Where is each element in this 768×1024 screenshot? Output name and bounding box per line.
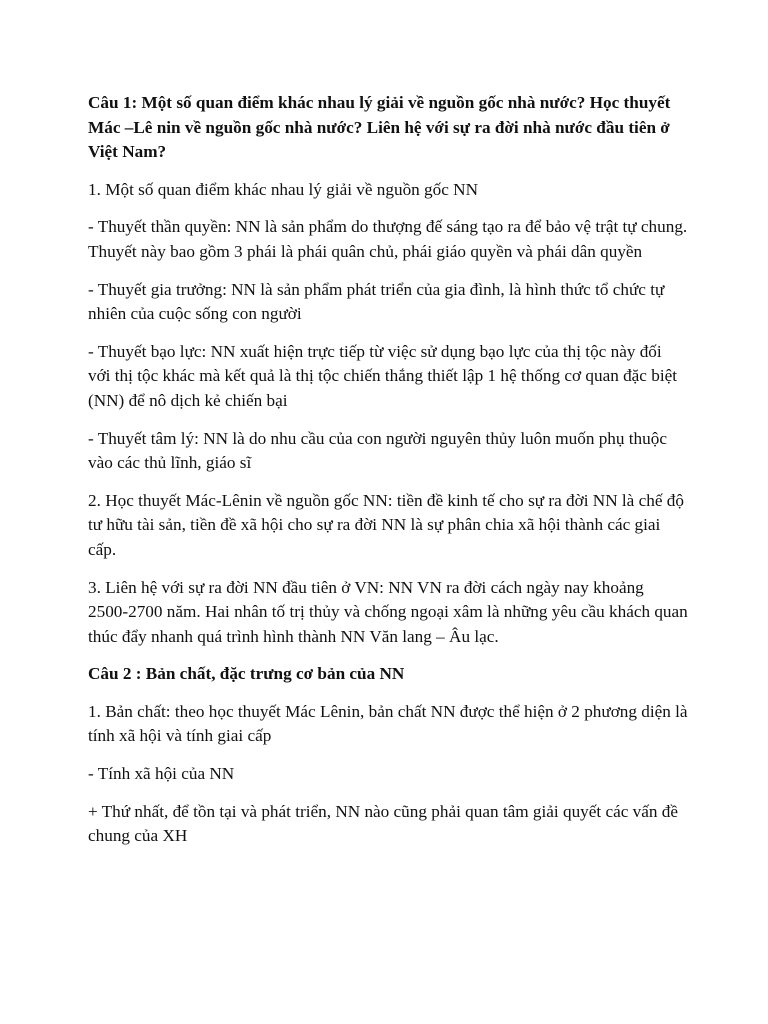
paragraph-psychology-theory: - Thuyết tâm lý: NN là do nhu cầu của con người nguyên thủy luôn muốn phụ thuộc vào các thủ lĩnh, giáo sĩ [88,428,667,473]
paragraph-theocracy-theory: - Thuyết thần quyền: NN là sản phẩm do thượng đế sáng tạo ra để bảo vệ trật tự chung. Thuyết này bao gồm 3 phái là phái quân chủ, phái giáo quyền và phái dân quyền [88,217,688,261]
question-1-heading: Câu 1: Một số quan điểm khác nhau lý giải về nguồn gốc nhà nước? Học thuyết Mác –Lê nin về nguồn gốc nhà nước? Liên hệ với sự ra đời nhà nước đầu tiên ở Việt Nam? [88,93,671,162]
document-page [88,91,688,862]
paragraph-violence-theory: - Thuyết bạo lực: NN xuất hiện trực tiếp từ việc sử dụng bạo lực của thị tộc này đối với thị tộc khác mà kết quả là thị tộc chiến thắng thiết lập 1 hệ thống cơ quan đặc biệt (NN) để nô dịch kẻ chiến bại [88,341,678,410]
question-2-heading: Câu 2 : Bản chất, đặc trưng cơ bản của NN [88,664,405,684]
paragraph-first-point: + Thứ nhất, để tồn tại và phát triển, NN nào cũng phải quan tâm giải quyết các vấn đề chung của XH [88,801,678,846]
paragraph-social-nature: - Tính xã hội của NN [88,764,235,784]
paragraph-patriarchal-theory: - Thuyết gia trưởng: NN là sản phẩm phát triển của gia đình, là hình thức tổ chức tự nhiên của cuộc sống con người [88,279,665,324]
paragraph-vietnam-state: 3. Liên hệ với sự ra đời NN đầu tiên ở VN: NN VN ra đời cách ngày nay khoảng 2500-2700 năm. Hai nhân tố trị thủy và chống ngoại xâm là những yêu cầu khách quan thúc đẩy nhanh quá trình hình thành NN Văn lang – Âu lạc. [88,577,688,646]
section-1-heading: 1. Một số quan điểm khác nhau lý giải về nguồn gốc NN [88,179,478,199]
paragraph-marxist-theory: 2. Học thuyết Mác-Lênin về nguồn gốc NN: tiền đề kinh tế cho sự ra đời NN là chế độ tư hữu tài sản, tiền đề xã hội cho sự ra đời NN là sự phân chia xã hội thành các giai cấp. [88,490,684,559]
paragraph-nature: 1. Bản chất: theo học thuyết Mác Lênin, bản chất NN được thể hiện ở 2 phương diện là tính xã hội và tính giai cấp [88,701,688,746]
